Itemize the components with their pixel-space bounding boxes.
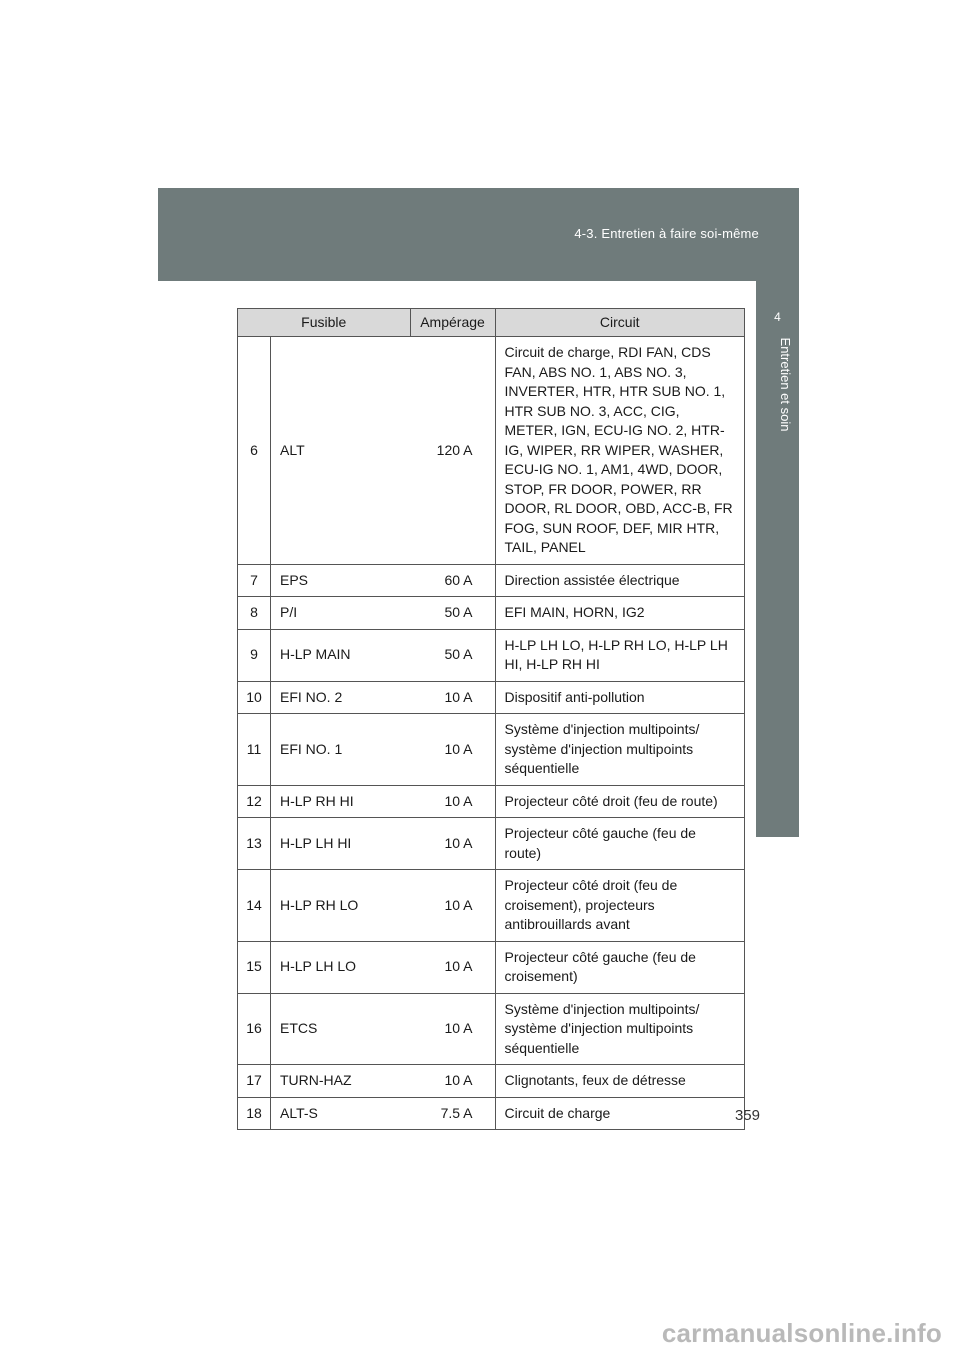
amperage-cell: 10 A bbox=[410, 941, 495, 993]
table-row bbox=[238, 629, 745, 681]
fuse-table-header-row bbox=[238, 309, 745, 337]
table-row bbox=[238, 941, 745, 993]
amperage-cell: 120 A bbox=[410, 337, 495, 565]
table-row bbox=[238, 597, 745, 630]
fuse-number-cell: 10 bbox=[238, 681, 271, 714]
table-row bbox=[238, 681, 745, 714]
fuse-name-cell: TURN-HAZ bbox=[271, 1065, 411, 1098]
header-fuse: Fusible bbox=[238, 309, 411, 337]
fuse-number-cell: 9 bbox=[238, 629, 271, 681]
watermark: carmanualsonline.info bbox=[661, 1318, 942, 1348]
chapter-number: 4 bbox=[774, 310, 781, 324]
fuse-number-cell: 6 bbox=[238, 337, 271, 565]
amperage-cell: 50 A bbox=[410, 597, 495, 630]
amperage-cell: 10 A bbox=[410, 785, 495, 818]
amperage-cell: 10 A bbox=[410, 714, 495, 786]
fuse-name-cell: H-LP RH HI bbox=[271, 785, 411, 818]
circuit-cell: Système d'injection multipoints/ système d'injection multipoints séquentielle bbox=[495, 993, 745, 1065]
fuse-name-cell: H-LP RH LO bbox=[271, 870, 411, 942]
table-row bbox=[238, 785, 745, 818]
table-row bbox=[238, 564, 745, 597]
amperage-cell: 7.5 A bbox=[410, 1097, 495, 1130]
fuse-name-cell: ALT-S bbox=[271, 1097, 411, 1130]
amperage-cell: 10 A bbox=[410, 681, 495, 714]
header-circuit: Circuit bbox=[495, 309, 745, 337]
amperage-cell: 50 A bbox=[410, 629, 495, 681]
fuse-number-cell: 8 bbox=[238, 597, 271, 630]
circuit-cell: Système d'injection multipoints/ système d'injection multipoints séquentielle bbox=[495, 714, 745, 786]
table-row bbox=[238, 870, 745, 942]
header-amperage: Ampérage bbox=[410, 309, 495, 337]
page-number: 359 bbox=[734, 1107, 760, 1124]
fuse-number-cell: 12 bbox=[238, 785, 271, 818]
fuse-number-cell: 11 bbox=[238, 714, 271, 786]
circuit-cell: Projecteur côté droit (feu de route) bbox=[495, 785, 745, 818]
fuse-name-cell: P/I bbox=[271, 597, 411, 630]
table-row bbox=[238, 337, 745, 565]
fuse-number-cell: 17 bbox=[238, 1065, 271, 1098]
section-title: 4-3. Entretien à faire soi-même bbox=[574, 226, 759, 241]
fuse-name-cell: H-LP LH LO bbox=[271, 941, 411, 993]
circuit-cell: H-LP LH LO, H-LP RH LO, H-LP LH HI, H-LP RH HI bbox=[495, 629, 745, 681]
circuit-cell: EFI MAIN, HORN, IG2 bbox=[495, 597, 745, 630]
circuit-cell: Projecteur côté gauche (feu de route) bbox=[495, 818, 745, 870]
fuse-table bbox=[237, 308, 745, 1130]
amperage-cell: 60 A bbox=[410, 564, 495, 597]
fuse-number-cell: 16 bbox=[238, 993, 271, 1065]
table-row bbox=[238, 993, 745, 1065]
circuit-cell: Dispositif anti-pollution bbox=[495, 681, 745, 714]
circuit-cell: Circuit de charge bbox=[495, 1097, 745, 1130]
fuse-name-cell: EFI NO. 1 bbox=[271, 714, 411, 786]
fuse-number-cell: 14 bbox=[238, 870, 271, 942]
amperage-cell: 10 A bbox=[410, 818, 495, 870]
circuit-cell: Circuit de charge, RDI FAN, CDS FAN, ABS NO. 1, ABS NO. 3, INVERTER, HTR, HTR SUB NO. 1, HTR SUB NO. 3, ACC, CIG, METER, IGN, ECU-IG NO. 2, HTR-IG, WIPER, RR WIPER, WASHER, ECU-IG NO. 1, AM1, 4WD, DOOR, STOP, FR DOOR, POWER, RR DOOR, RL DOOR, OBD, ACC-B, FR FOG, SUN ROOF, DEF, MIR HTR, TAIL, PANEL bbox=[495, 337, 745, 565]
table-row bbox=[238, 714, 745, 786]
fuse-name-cell: H-LP MAIN bbox=[271, 629, 411, 681]
circuit-cell: Direction assistée électrique bbox=[495, 564, 745, 597]
fuse-number-cell: 15 bbox=[238, 941, 271, 993]
section-header-band bbox=[158, 188, 799, 281]
chapter-label: Entretien et soin bbox=[777, 337, 793, 432]
table-row bbox=[238, 1065, 745, 1098]
amperage-cell: 10 A bbox=[410, 993, 495, 1065]
fuse-number-cell: 13 bbox=[238, 818, 271, 870]
fuse-name-cell: H-LP LH HI bbox=[271, 818, 411, 870]
chapter-side-tab bbox=[756, 281, 799, 837]
table-row bbox=[238, 818, 745, 870]
fuse-number-cell: 18 bbox=[238, 1097, 271, 1130]
table-row bbox=[238, 1097, 745, 1130]
circuit-cell: Projecteur côté droit (feu de croisement), projecteurs antibrouillards avant bbox=[495, 870, 745, 942]
fuse-number-cell: 7 bbox=[238, 564, 271, 597]
amperage-cell: 10 A bbox=[410, 870, 495, 942]
fuse-name-cell: ETCS bbox=[271, 993, 411, 1065]
fuse-table-body bbox=[238, 337, 745, 1130]
fuse-name-cell: ALT bbox=[271, 337, 411, 565]
fuse-name-cell: EFI NO. 2 bbox=[271, 681, 411, 714]
fuse-name-cell: EPS bbox=[271, 564, 411, 597]
amperage-cell: 10 A bbox=[410, 1065, 495, 1098]
circuit-cell: Clignotants, feux de détresse bbox=[495, 1065, 745, 1098]
circuit-cell: Projecteur côté gauche (feu de croisement) bbox=[495, 941, 745, 993]
